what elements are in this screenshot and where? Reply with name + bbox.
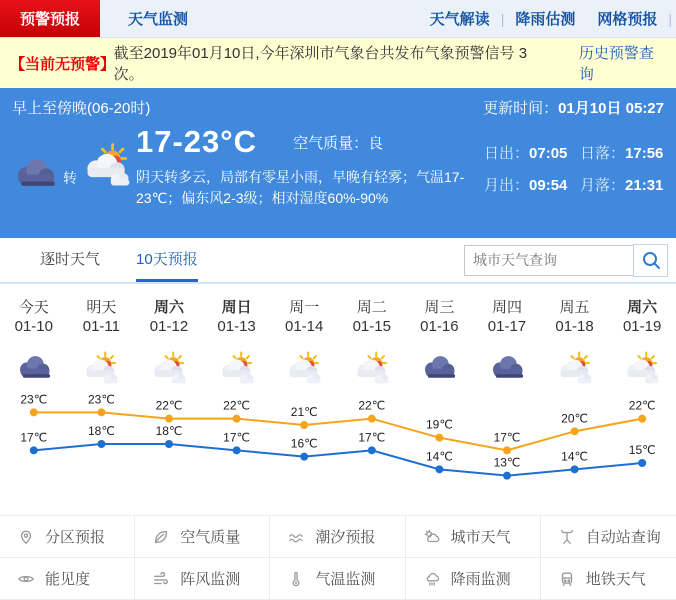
data-point xyxy=(638,459,646,467)
wind-icon xyxy=(150,569,172,589)
data-point xyxy=(30,408,38,416)
partly-cloudy-icon xyxy=(79,142,135,188)
nav-separator: | xyxy=(500,10,505,27)
menu-item-auto-station-query[interactable] xyxy=(541,516,676,558)
data-label: 18℃ xyxy=(87,424,115,438)
update-time-label: 更新时间： xyxy=(483,100,559,117)
link-weather-interpretation[interactable]: 天气解读 xyxy=(429,11,490,28)
menu-item-air-quality[interactable] xyxy=(135,516,270,558)
nav-separator: | xyxy=(668,10,672,27)
overcast-icon xyxy=(418,350,460,386)
data-label: 13℃ xyxy=(493,455,521,470)
sun-moon-times xyxy=(484,120,676,209)
partly-cloudy-icon xyxy=(283,350,325,386)
moonset-value: 21:31 xyxy=(625,177,664,194)
forecast-column xyxy=(473,296,541,392)
forecast-day: 周四 xyxy=(491,299,522,316)
menu-item-label: 潮汐预报 xyxy=(315,529,376,546)
data-label: 17℃ xyxy=(493,430,521,445)
partly-cloudy-icon xyxy=(621,350,663,386)
data-point xyxy=(233,446,241,454)
data-label: 16℃ xyxy=(290,436,318,451)
data-point xyxy=(503,472,511,480)
data-point xyxy=(368,415,376,423)
data-label: 21℃ xyxy=(290,405,318,419)
menu-item-label: 空气质量 xyxy=(180,529,241,546)
forecast-date: 01-10 xyxy=(14,318,53,335)
menu-item-tide-forecast[interactable] xyxy=(270,516,405,558)
city-search-input[interactable] xyxy=(464,245,634,276)
data-label: 20℃ xyxy=(561,411,589,426)
high-temperature-series xyxy=(20,392,655,454)
menu-item-label: 城市天气 xyxy=(450,529,511,546)
partly-cloudy-icon xyxy=(216,350,258,386)
data-label: 15℃ xyxy=(628,443,656,457)
menu-item-label: 气温监测 xyxy=(315,571,376,588)
ten-day-forecast xyxy=(0,284,676,515)
moonrise-value: 09:54 xyxy=(529,177,568,194)
menu-item-label: 能见度 xyxy=(45,571,91,588)
moonrise xyxy=(484,174,580,195)
data-label: 22℃ xyxy=(223,398,251,413)
weather-transition-icons xyxy=(8,120,136,209)
tab-ten-day-forecast[interactable]: 10天预报 xyxy=(136,238,198,282)
sun-cloud-icon xyxy=(421,527,443,547)
eye-icon xyxy=(15,569,37,589)
data-point xyxy=(165,440,173,448)
city-search xyxy=(464,238,668,282)
forecast-column xyxy=(270,296,338,392)
partly-cloudy-icon xyxy=(351,350,393,386)
overcast-cloud-icon xyxy=(9,153,61,191)
history-warning-link[interactable]: 历史预警查询 xyxy=(578,45,654,83)
air-quality xyxy=(293,132,383,153)
data-label: 23℃ xyxy=(20,392,48,407)
forecast-column xyxy=(338,296,406,392)
weather-description: 阴天转多云，局部有零星小雨，早晚有轻雾；气温17-23℃；偏东风2-3级；相对湿度60%-90% xyxy=(136,169,465,206)
link-rain-estimate[interactable]: 降雨估测 xyxy=(515,11,576,28)
transition-label: 转 xyxy=(63,169,77,186)
data-label: 17℃ xyxy=(20,430,48,445)
data-point xyxy=(165,415,173,423)
tab-weather-monitor[interactable]: 天气监测 xyxy=(128,11,189,28)
data-label: 22℃ xyxy=(155,398,183,413)
forecast-day: 周六 xyxy=(153,299,184,316)
forecast-columns xyxy=(0,296,676,392)
forecast-column xyxy=(68,296,136,392)
data-point xyxy=(435,434,443,442)
data-point xyxy=(30,446,38,454)
data-label: 18℃ xyxy=(155,424,183,438)
moonrise-label: 月出： xyxy=(484,177,530,194)
forecast-day: 周三 xyxy=(424,299,455,316)
data-point xyxy=(503,446,511,454)
partly-cloudy-icon xyxy=(148,350,190,386)
forecast-column xyxy=(203,296,271,392)
forecast-date: 01-14 xyxy=(284,318,324,335)
menu-item-label: 分区预报 xyxy=(45,529,106,546)
air-quality-label: 空气质量： xyxy=(293,134,369,152)
forecast-day: 明天 xyxy=(86,299,117,316)
nav-links xyxy=(419,0,676,37)
forecast-column xyxy=(0,296,68,392)
air-quality-value: 良 xyxy=(368,134,384,152)
current-weather-panel xyxy=(0,88,676,238)
forecast-date: 01-16 xyxy=(420,318,459,335)
thermometer-icon xyxy=(285,569,307,589)
menu-item-label: 阵风监测 xyxy=(180,571,241,588)
alert-bar xyxy=(0,38,676,88)
sunrise xyxy=(484,142,580,163)
sunset-label: 日落： xyxy=(580,145,626,162)
rain-cloud-icon xyxy=(421,569,443,589)
forecast-day: 周五 xyxy=(559,299,590,316)
data-point xyxy=(300,453,308,461)
forecast-day: 周六 xyxy=(627,299,658,316)
data-label: 23℃ xyxy=(87,392,115,407)
forecast-period: 早上至傍晚(06-20时) xyxy=(12,100,151,117)
wave-icon xyxy=(285,527,307,547)
moonset-label: 月落： xyxy=(580,177,626,194)
forecast-date: 01-13 xyxy=(217,318,256,335)
forecast-day: 周一 xyxy=(289,299,320,316)
forecast-date: 01-15 xyxy=(352,318,391,335)
forecast-date: 01-17 xyxy=(487,318,527,335)
sunrise-value: 07:05 xyxy=(529,145,568,162)
data-point xyxy=(435,465,443,473)
data-label: 17℃ xyxy=(223,430,251,445)
feature-menu xyxy=(0,515,676,600)
forecast-date: 01-11 xyxy=(82,318,121,335)
data-point xyxy=(638,415,646,423)
leaf-icon xyxy=(150,527,172,547)
top-nav xyxy=(0,0,676,38)
data-point xyxy=(97,408,105,416)
menu-item-zone-forecast[interactable] xyxy=(0,516,135,558)
map-pin-icon xyxy=(15,527,37,547)
data-point xyxy=(571,465,579,473)
menu-item-city-weather[interactable] xyxy=(406,516,541,558)
data-label: 17℃ xyxy=(358,430,386,445)
no-warning-badge: 【当前无预警】 xyxy=(10,55,116,73)
overcast-icon xyxy=(13,350,55,386)
data-label: 14℃ xyxy=(425,449,453,464)
weather-station-icon xyxy=(556,527,578,547)
forecast-column xyxy=(406,296,474,392)
data-label: 19℃ xyxy=(425,417,453,432)
partly-cloudy-icon xyxy=(554,350,596,386)
forecast-date: 01-12 xyxy=(149,318,189,335)
forecast-column xyxy=(541,296,609,392)
sunset xyxy=(580,142,676,163)
data-point xyxy=(571,427,579,435)
menu-item-label: 自动站查询 xyxy=(585,529,661,546)
moonset xyxy=(580,174,676,195)
forecast-date: 01-18 xyxy=(555,318,594,335)
data-point xyxy=(97,440,105,448)
temperature-range: 17-23°C xyxy=(136,124,258,159)
overcast-icon xyxy=(486,350,528,386)
search-button[interactable] xyxy=(633,244,668,277)
menu-item-label: 地铁天气 xyxy=(585,571,646,588)
partly-cloudy-icon xyxy=(80,350,122,386)
forecast-day: 周日 xyxy=(221,299,252,316)
forecast-day: 今天 xyxy=(18,299,49,316)
temperature-chart xyxy=(0,392,676,510)
update-time-value: 01月10日 05:27 xyxy=(558,100,664,117)
update-time xyxy=(483,97,664,118)
forecast-date: 01-19 xyxy=(622,318,662,335)
sunrise-label: 日出： xyxy=(484,145,530,162)
link-grid-forecast[interactable]: 网格预报 xyxy=(597,11,658,28)
data-label: 22℃ xyxy=(358,398,386,413)
forecast-day: 周二 xyxy=(356,299,387,316)
data-label: 22℃ xyxy=(628,398,656,413)
forecast-column xyxy=(608,296,676,392)
data-point xyxy=(233,415,241,423)
data-point xyxy=(300,421,308,429)
tab-warning-forecast[interactable]: 预警预报 xyxy=(0,0,100,37)
tab-hourly-weather[interactable]: 逐时天气 xyxy=(40,251,101,268)
search-icon xyxy=(641,250,661,270)
low-temperature-series xyxy=(20,424,655,480)
data-point xyxy=(368,446,376,454)
menu-item-label: 降雨监测 xyxy=(450,571,511,588)
data-label: 14℃ xyxy=(561,449,589,464)
sunset-value: 17:56 xyxy=(625,145,664,162)
forecast-column xyxy=(135,296,203,392)
metro-train-icon xyxy=(556,569,578,589)
alert-text: 截至2019年01月10日,今年深圳市气象台共发布气象预警信号 3 次。 xyxy=(113,45,528,83)
forecast-tabbar xyxy=(0,238,676,284)
